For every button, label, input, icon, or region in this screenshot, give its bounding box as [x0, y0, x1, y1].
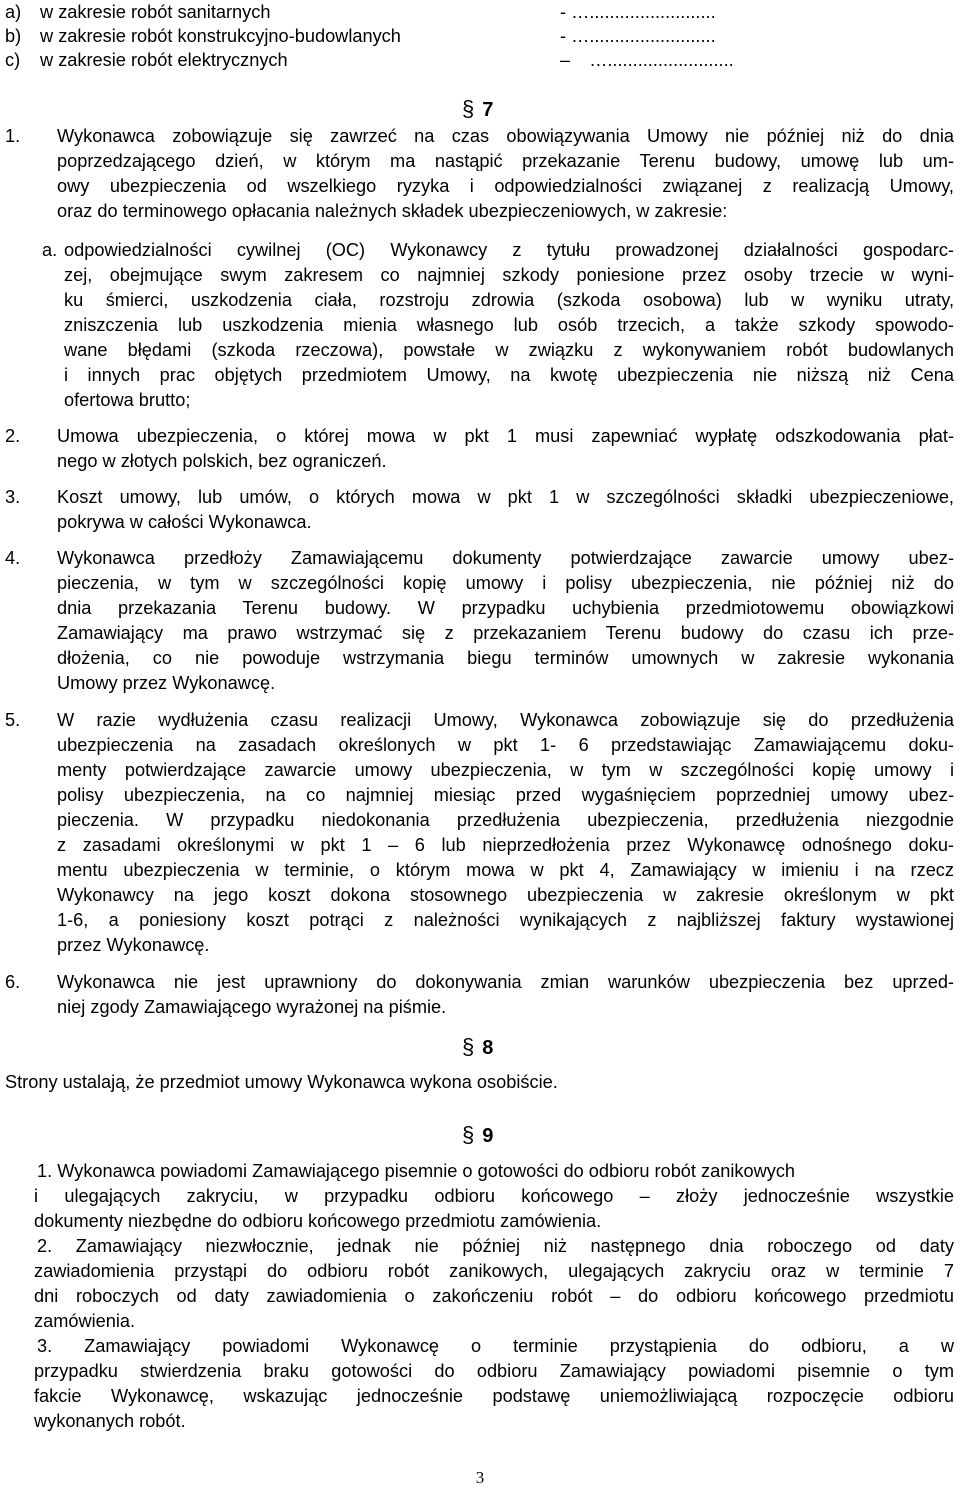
paragraph-line: z zasadami określonymi w pkt 1 – 6 lub nieprzedłożenia przez Wykonawcę odnośnego doku-	[57, 835, 954, 855]
section-9-heading: § 9	[462, 1122, 494, 1147]
section-7-heading: § 7	[462, 96, 494, 121]
sub-item-line: zej, obejmujące swym zakresem co najmniej szkody poniesione przez osoby trzecie w wyni-	[64, 265, 954, 285]
item-number: 2.	[5, 426, 21, 446]
paragraph-line: 1. Wykonawca powiadomi Zamawiającego pisemnie o gotowości do odbioru robót zanikowych	[37, 1161, 796, 1181]
item-number: 4.	[5, 548, 21, 568]
paragraph-line: przez Wykonawcę.	[57, 935, 210, 955]
paragraph-line: pieczenia, w tym w szczególności kopię umowy i polisy ubezpieczenia, nie później niż do	[57, 573, 954, 593]
paragraph-line: owy ubezpieczenia od wszelkiego ryzyka i odpowiedzialności związanej z realizacją Umowy,	[57, 176, 954, 196]
paragraph-line: wykonanych robót.	[34, 1411, 186, 1431]
paragraph-line: przypadku stwierdzenia braku gotowości do odbioru Zamawiający powiadomi pisemnie o tym	[34, 1361, 954, 1381]
paragraph-line: 1-6, a poniesiony koszt potrąci z należności wynikających z najbliższej faktury wystawionej	[57, 910, 954, 930]
sub-item-line: wane błędami (szkoda rzeczowa), powstałe w związku z wykonywaniem robót budowlanych	[64, 340, 954, 360]
paragraph-line: ubezpieczenia na zasadach określonych w pkt 1- 6 przedstawiając Zamawiającemu doku-	[57, 735, 954, 755]
paragraph-line: oraz do terminowego opłacania należnych składek ubezpieczeniowych, w zakresie:	[57, 201, 728, 221]
paragraph-line: nego w złotych polskich, bez ograniczeń.	[57, 451, 387, 471]
paragraph-line: i ulegających zakryciu, w przypadku odbioru końcowego – złoży jednocześnie wszystkie	[34, 1186, 954, 1206]
paragraph-line: dni roboczych od daty zawiadomienia o zakończeniu robót – do odbioru końcowego przedmiotu	[34, 1286, 954, 1306]
paragraph-line: zamówienia.	[34, 1311, 136, 1331]
sub-item-line: zniszczenia lub uszkodzenia mienia własnego lub osób trzecich, a także szkody spowodo-	[64, 315, 954, 335]
paragraph-line: dokumenty niezbędne do odbioru końcowego przedmiotu zamówienia.	[34, 1211, 602, 1231]
paragraph-line: Wykonawcy na jego koszt dokona stosownego ubezpieczenia w zakresie określonym w pkt	[57, 885, 954, 905]
page-number: 3	[475, 1468, 485, 1487]
paragraph-line: niej zgody Zamawiającego wyrażonej na piśmie.	[57, 997, 447, 1017]
item-number: 3.	[5, 487, 21, 507]
section-8-text: Strony ustalają, że przedmiot umowy Wykonawca wykona osobiście.	[5, 1072, 558, 1092]
paragraph-line: fakcie Wykonawcę, wskazując jednocześnie podstawę uniemożliwiającą rozpoczęcie odbioru	[34, 1386, 954, 1406]
paragraph-line: mentu ubezpieczenia w terminie, o którym mowa w pkt 4, Zamawiający w imieniu i na rzecz	[57, 860, 954, 880]
paragraph-line: Koszt umowy, lub umów, o których mowa w pkt 1 w szczególności składki ubezpieczeniowe,	[57, 487, 954, 507]
paragraph-line: polisy ubezpieczenia, na co najmniej miesiąc przed wygaśnięciem poprzedniej umowy ubez-	[57, 785, 954, 805]
scope-item-b: b) w zakresie robót konstrukcyjno-budowlanych	[5, 26, 401, 46]
section-8-heading: § 8	[462, 1034, 494, 1059]
item-number: 1.	[5, 126, 21, 146]
sub-item-line: i innych prac objętych przedmiotem Umowy, na kwotę ubezpieczenia nie niższą niż Cena	[64, 365, 954, 385]
paragraph-line: dnia przekazania Terenu budowy. W przypadku uchybienia przedmiotowemu obowiązkowi	[57, 598, 954, 618]
sub-item-line: ofertowa brutto;	[64, 390, 191, 410]
item-number: 5.	[5, 710, 21, 730]
paragraph-line: W razie wydłużenia czasu realizacji Umowy, Wykonawca zobowiązuje się do przedłużenia	[57, 710, 954, 730]
paragraph-line: Wykonawca przedłoży Zamawiającemu dokumenty potwierdzające zawarcie umowy ubez-	[57, 548, 954, 568]
scope-item-c-value: – ….........................	[560, 50, 734, 70]
paragraph-line: Zamawiający ma prawo wstrzymać się z przekazaniem Terenu budowy do czasu ich prze-	[57, 623, 954, 643]
scope-item-b-value: - ….........................	[560, 26, 716, 46]
sub-item-line: ku śmierci, uszkodzenia ciała, rozstroju zdrowia (szkoda osobowa) lub w wyniku utraty,	[64, 290, 954, 310]
paragraph-line: dłożenia, co nie powoduje wstrzymania biegu terminów umownych w zakresie wykonania	[57, 648, 954, 668]
item-number: 6.	[5, 972, 21, 992]
scope-item-a: a) w zakresie robót sanitarnych	[5, 2, 271, 22]
paragraph-line: pokrywa w całości Wykonawca.	[57, 512, 312, 532]
paragraph-line: 3. Zamawiający powiadomi Wykonawcę o terminie przystąpienia do odbioru, a w	[37, 1336, 954, 1356]
scope-item-c: c) w zakresie robót elektrycznych	[5, 50, 288, 70]
paragraph-line: poprzedzającego dzień, w którym ma nastąpić przekazanie Terenu budowy, umowę lub um-	[57, 151, 954, 171]
sub-item-letter: a.	[42, 240, 58, 260]
scope-item-a-value: - ….........................	[560, 2, 716, 22]
paragraph-line: Umowa ubezpieczenia, o której mowa w pkt 1 musi zapewniać wypłatę odszkodowania płat-	[57, 426, 954, 446]
sub-item-line: odpowiedzialności cywilnej (OC) Wykonawcy z tytułu prowadzonej działalności gospodarc-	[64, 240, 954, 260]
paragraph-line: Wykonawca zobowiązuje się zawrzeć na czas obowiązywania Umowy nie później niż do dnia	[57, 126, 954, 146]
paragraph-line: zawiadomienia przystąpi do odbioru robót zanikowych, ulegających zakryciu oraz w terminie 7	[34, 1261, 954, 1281]
paragraph-line: pieczenia. W przypadku niedokonania przedłużenia ubezpieczenia, przedłużenia niezgodnie	[57, 810, 954, 830]
paragraph-line: 2. Zamawiający niezwłocznie, jednak nie później niż następnego dnia roboczego od daty	[37, 1236, 954, 1256]
paragraph-line: Wykonawca nie jest uprawniony do dokonywania zmian warunków ubezpieczenia bez uprzed-	[57, 972, 954, 992]
paragraph-line: Umowy przez Wykonawcę.	[57, 673, 276, 693]
paragraph-line: menty potwierdzające zawarcie umowy ubezpieczenia, w tym w szczególności kopię umowy i	[57, 760, 954, 780]
